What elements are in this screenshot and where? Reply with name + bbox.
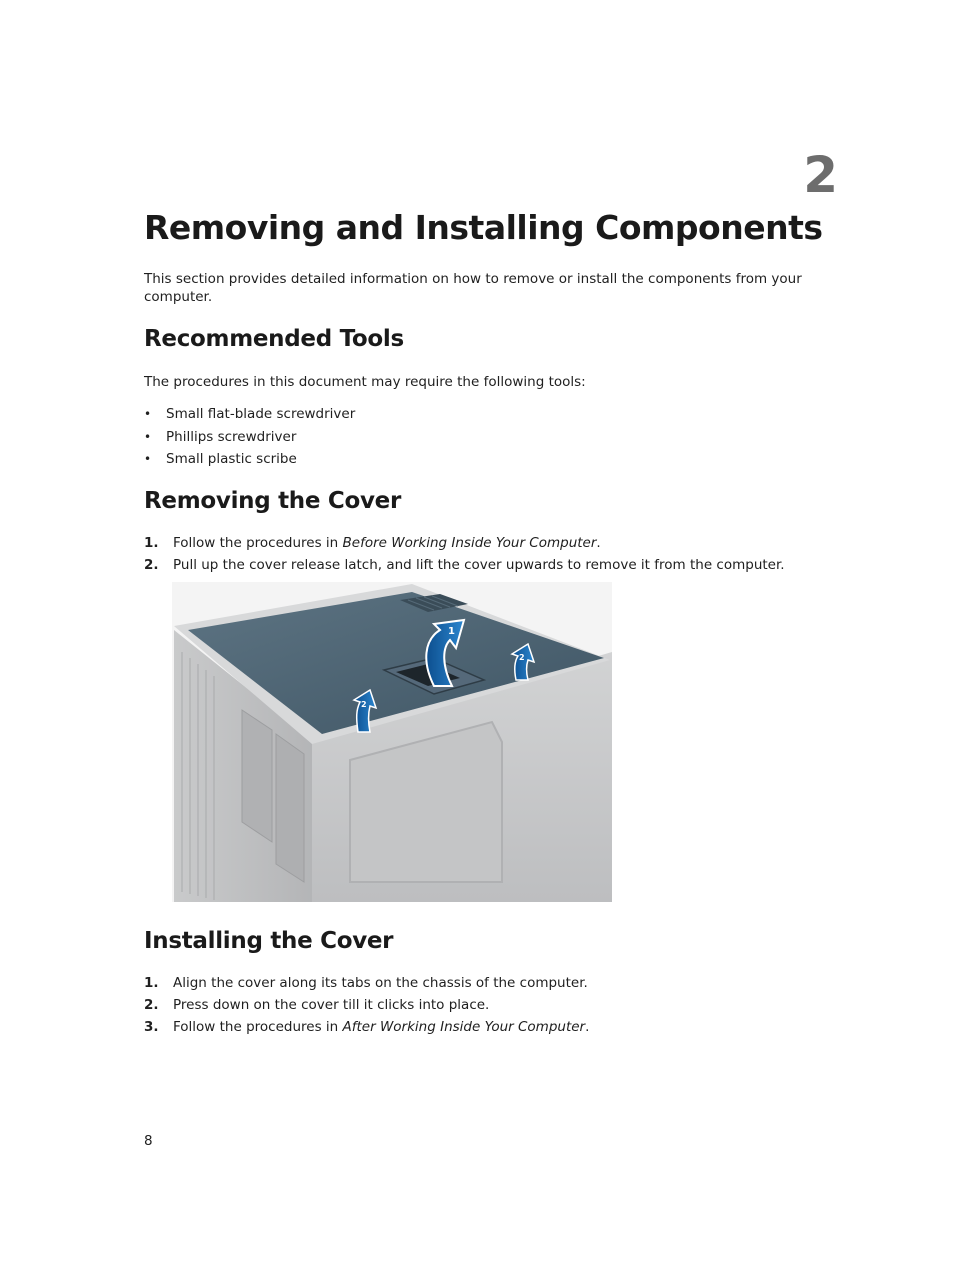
cover-removal-illustration: [172, 582, 612, 902]
list-item: • Small plastic scribe: [144, 450, 355, 473]
step-text: Follow the procedures in: [173, 1019, 343, 1035]
step-text: Follow the procedures in: [173, 535, 343, 551]
step-reference: Before Working Inside Your Computer: [342, 535, 597, 551]
drive-bay: [276, 734, 304, 882]
chapter-title: Removing and Installing Components: [144, 208, 823, 247]
step-number: 1.: [144, 975, 159, 991]
list-item: [144, 534, 824, 556]
drive-bay: [242, 710, 272, 842]
heading-removing-cover: Removing the Cover: [144, 488, 401, 514]
list-item: • Small flat-blade screwdriver: [144, 405, 355, 428]
step-text: Press down on the cover till it clicks into place.: [173, 997, 490, 1013]
list-item: [144, 1018, 824, 1040]
arrow-2-label: 2: [361, 700, 367, 709]
arrow-1-label: 1: [448, 626, 455, 637]
page-number: 8: [144, 1133, 153, 1149]
list-item: • Phillips screwdriver: [144, 428, 355, 451]
list-item: [144, 556, 824, 578]
step-text: Align the cover along its tabs on the chassis of the computer.: [173, 975, 588, 991]
step-text-end: .: [585, 1019, 590, 1035]
step-number: 2.: [144, 997, 159, 1013]
tools-list: [144, 405, 355, 473]
list-item: [144, 974, 824, 996]
step-reference: After Working Inside Your Computer: [342, 1019, 586, 1035]
list-item: [144, 996, 824, 1018]
step-number: 1.: [144, 535, 159, 551]
arrow-2-label: 2: [519, 653, 525, 662]
heading-installing-cover: Installing the Cover: [144, 928, 394, 954]
installing-steps: [144, 974, 824, 1040]
chapter-number: 2: [803, 146, 838, 204]
removing-steps: [144, 534, 824, 578]
step-number: 2.: [144, 557, 159, 573]
step-number: 3.: [144, 1019, 159, 1035]
step-text-end: .: [596, 535, 601, 551]
heading-recommended-tools: Recommended Tools: [144, 326, 404, 352]
step-text: Pull up the cover release latch, and lift the cover upwards to remove it from the computer.: [173, 557, 785, 573]
tools-intro: The procedures in this document may require the following tools:: [144, 374, 586, 390]
chapter-intro: This section provides detailed information on how to remove or install the components from your computer.: [144, 271, 802, 305]
